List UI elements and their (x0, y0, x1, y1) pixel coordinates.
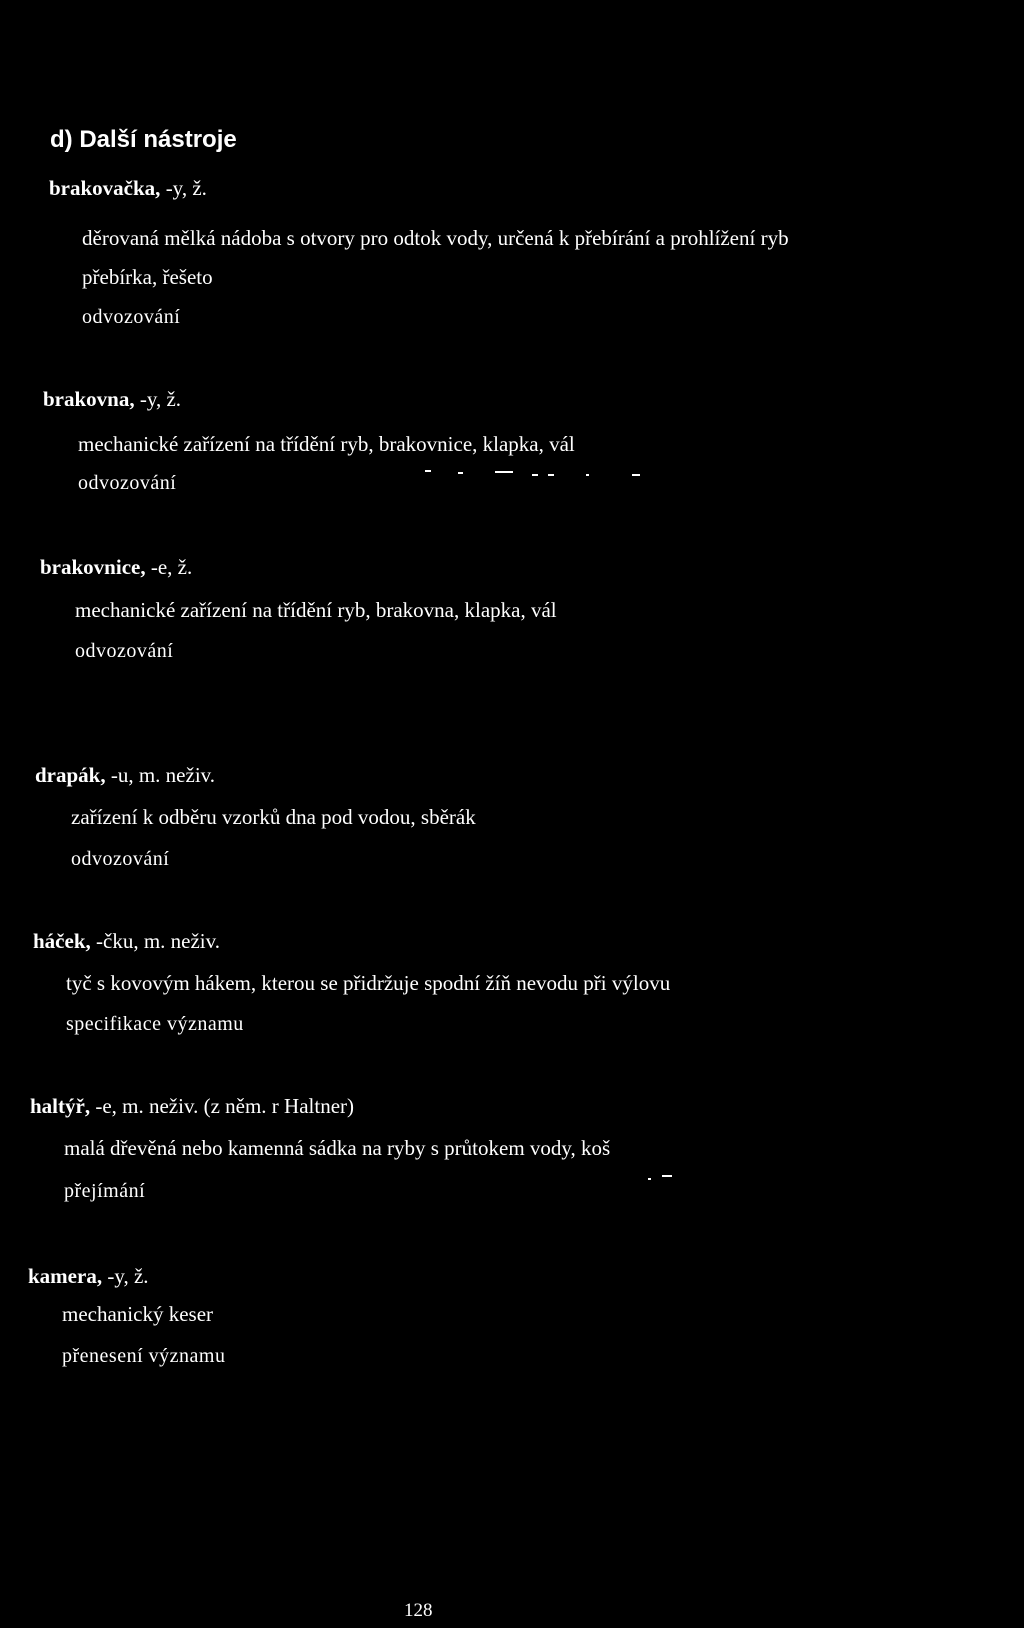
scan-speck (662, 1175, 672, 1177)
entry-label: přenesení významu (62, 1345, 226, 1367)
section-title: d) Další nástroje (50, 126, 237, 153)
headword-text: brakovačka, (49, 176, 161, 200)
headword-grammar: -e, m. neživ. (z něm. r Haltner) (90, 1094, 355, 1118)
entry-definition: tyč s kovovým hákem, kterou se přidržuje spodní žíň nevodu při výlovu (66, 971, 671, 995)
page-number: 128 (404, 1600, 433, 1621)
scan-speck (532, 474, 538, 476)
entry-headword (40, 555, 192, 580)
entry-definition: zařízení k odběru vzorků dna pod vodou, sběrák (71, 805, 476, 829)
entry-label: odvozování (82, 306, 181, 328)
entry-headword (33, 929, 220, 954)
headword-text: kamera, (28, 1264, 103, 1288)
headword-grammar: -y, ž. (102, 1264, 149, 1288)
scan-speck (632, 474, 640, 476)
scan-speck (586, 474, 589, 476)
headword-text: brakovnice, (40, 555, 146, 579)
entry-headword (30, 1094, 354, 1119)
headword-text: haltýř, (30, 1094, 91, 1118)
scan-speck (648, 1178, 651, 1180)
entry-definition: děrovaná mělká nádoba s otvory pro odtok vody, určená k přebírání a prohlížení ryb (82, 226, 789, 250)
headword-text: háček, (33, 929, 91, 953)
entry-synonyms: přebírka, řešeto (82, 265, 213, 289)
entry-headword (49, 176, 207, 201)
headword-grammar: -e, ž. (145, 555, 193, 579)
headword-grammar: -u, m. neživ. (105, 763, 216, 787)
entry-headword (43, 387, 181, 412)
headword-grammar: -y, ž. (134, 387, 182, 411)
entry-label: specifikace významu (66, 1013, 244, 1035)
headword-text: drapák, (35, 763, 106, 787)
entry-label: odvozování (78, 472, 177, 494)
entry-definition: mechanické zařízení na třídění ryb, brakovnice, klapka, vál (78, 432, 575, 456)
scan-speck (458, 472, 463, 474)
entry-label: přejímání (64, 1180, 146, 1202)
entry-headword (35, 763, 215, 788)
entry-definition: malá dřevěná nebo kamenná sádka na ryby s průtokem vody, koš (64, 1136, 611, 1160)
entry-label: odvozování (75, 640, 174, 662)
entry-headword (28, 1264, 149, 1289)
scan-speck (495, 471, 513, 473)
headword-text: brakovna, (43, 387, 135, 411)
headword-grammar: -čku, m. neživ. (90, 929, 221, 953)
entry-definition: mechanický keser (62, 1302, 214, 1326)
scan-speck (425, 470, 431, 472)
scan-speck (548, 474, 554, 476)
headword-grammar: -y, ž. (160, 176, 207, 200)
entry-definition: mechanické zařízení na třídění ryb, brakovna, klapka, vál (75, 598, 557, 622)
entry-label: odvozování (71, 848, 170, 870)
